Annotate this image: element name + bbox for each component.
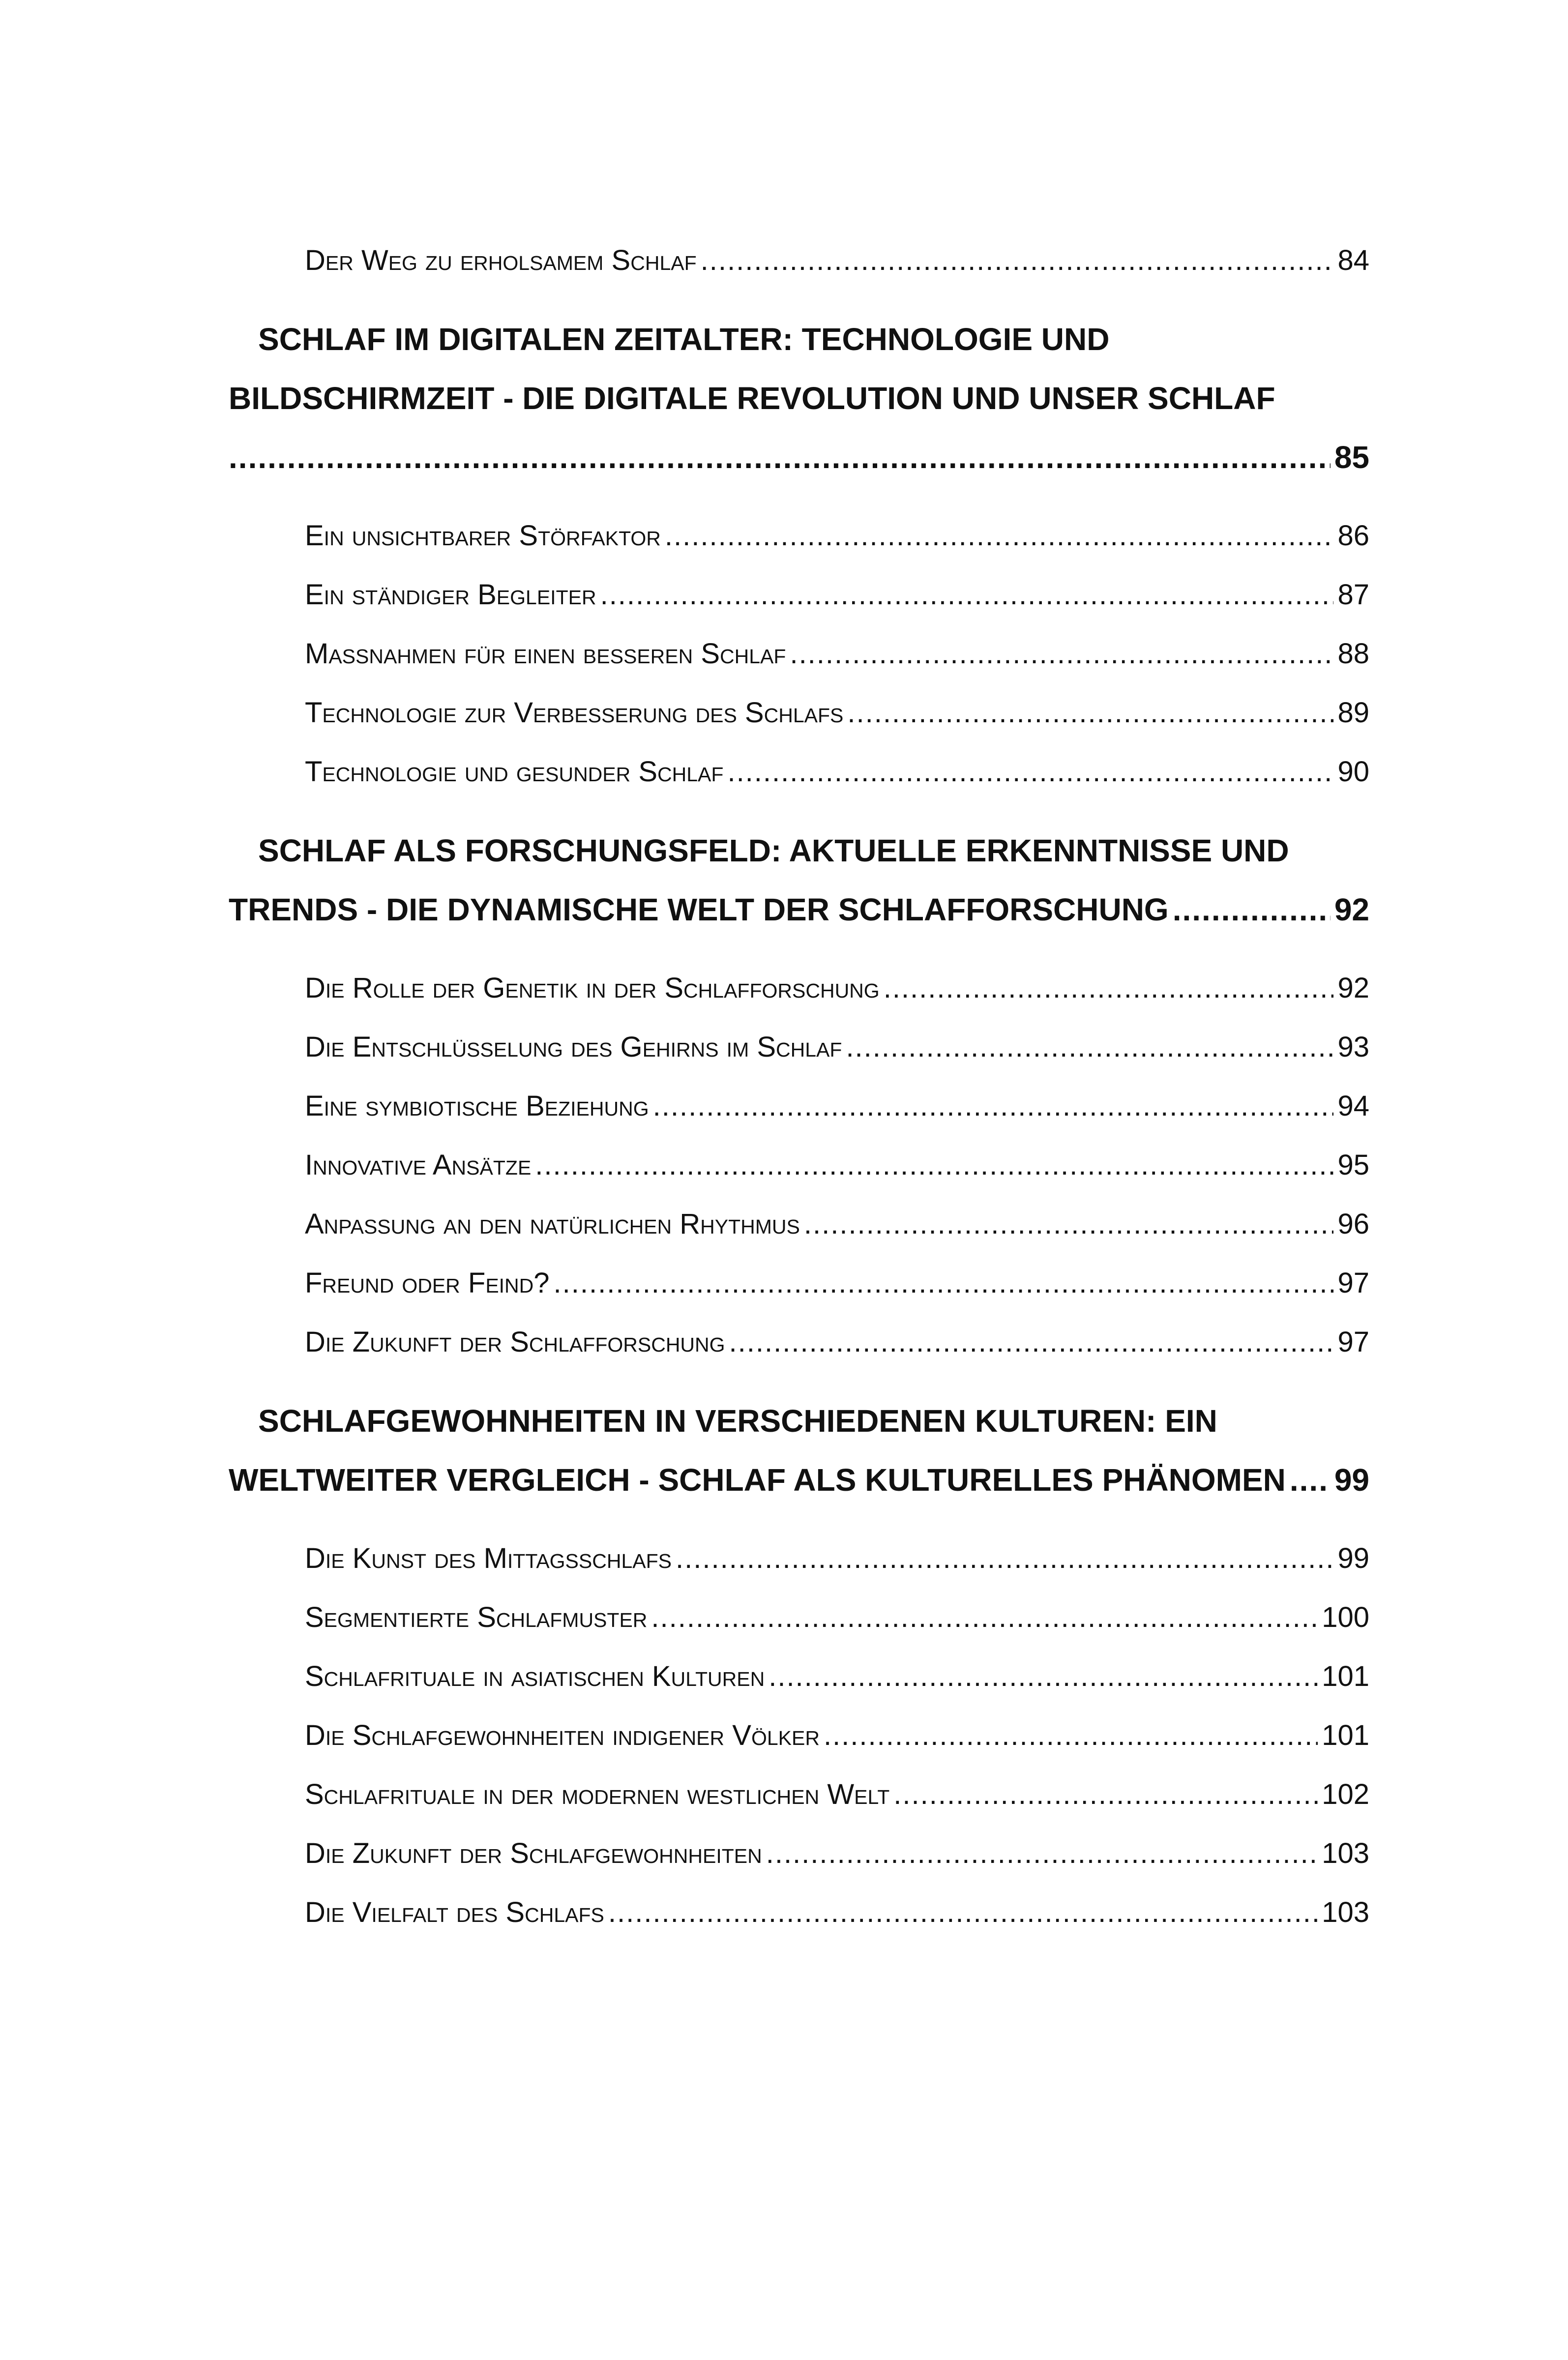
toc-entry[interactable]: [229, 959, 1369, 1018]
toc-entry[interactable]: [229, 1588, 1369, 1647]
dot-leader: [729, 1313, 1334, 1372]
chapter-title-line: BILDSCHIRMZEIT - DIE DIGITALE REVOLUTION UND UNSER SCHLAF: [229, 381, 1275, 416]
chapter-title-line: SCHLAF IM DIGITALEN ZEITALTER: TECHNOLOGIE UND: [258, 322, 1110, 357]
toc-entry-page: 97: [1337, 1267, 1369, 1299]
toc-entry-title: Maßnahmen für einen besseren Schlaf: [305, 638, 786, 670]
toc-entry[interactable]: [229, 1647, 1369, 1706]
toc-entry[interactable]: [229, 1765, 1369, 1824]
chapter-page: 92: [1334, 892, 1369, 927]
toc-entry-page: 89: [1337, 697, 1369, 729]
toc-entry-page: 96: [1337, 1208, 1369, 1240]
toc-entry[interactable]: [229, 1706, 1369, 1765]
dot-leader: [651, 1588, 1318, 1647]
toc-chapter-heading[interactable]: [229, 1391, 1369, 1509]
toc-entry-page: 99: [1337, 1542, 1369, 1574]
toc-entry-title: Die Kunst des Mittagsschlafs: [305, 1542, 672, 1574]
toc-entry-title: Ein unsichtbarer Störfaktor: [305, 520, 661, 552]
toc-entry-title: Die Zukunft der Schlafforschung: [305, 1326, 725, 1358]
toc-entry-page: 101: [1322, 1719, 1369, 1751]
toc-entry-title: Eine symbiotische Beziehung: [305, 1090, 649, 1122]
dot-leader: [701, 231, 1334, 290]
toc-entry[interactable]: [229, 231, 1369, 290]
dot-leader: [554, 1254, 1334, 1313]
toc-entry-page: 97: [1337, 1326, 1369, 1358]
dot-leader: [804, 1195, 1334, 1254]
dot-leader: [229, 428, 1331, 487]
toc-entry-page: 90: [1337, 756, 1369, 788]
toc-entry[interactable]: [229, 742, 1369, 801]
toc-entry[interactable]: [229, 565, 1369, 624]
toc-entry-title: Die Entschlüsselung des Gehirns im Schlaf: [305, 1031, 842, 1063]
chapter-title-line: SCHLAFGEWOHNHEITEN IN VERSCHIEDENEN KULTUREN: EIN: [258, 1403, 1217, 1439]
toc-entry[interactable]: [229, 1254, 1369, 1313]
toc-entry[interactable]: [229, 1136, 1369, 1195]
toc-entry-title: Schlafrituale in asiatischen Kulturen: [305, 1660, 765, 1692]
dot-leader: [1290, 1450, 1331, 1509]
dot-leader: [665, 506, 1334, 565]
toc-entry[interactable]: [229, 1077, 1369, 1136]
chapter-title-line: WELTWEITER VERGLEICH - SCHLAF ALS KULTURELLES PHÄNOMEN: [229, 1462, 1286, 1498]
toc-entry-page: 84: [1337, 244, 1369, 276]
chapter-title-line: SCHLAF ALS FORSCHUNGSFELD: AKTUELLE ERKENNTNISSE UND: [258, 833, 1289, 868]
toc-entry-page: 101: [1322, 1660, 1369, 1692]
dot-leader: [824, 1706, 1318, 1765]
toc-entry-page: 100: [1322, 1601, 1369, 1633]
chapter-title-line: TRENDS - DIE DYNAMISCHE WELT DER SCHLAFFORSCHUNG: [229, 892, 1169, 927]
toc-entry-title: Die Rolle der Genetik in der Schlafforschung: [305, 972, 880, 1004]
dot-leader: [1173, 880, 1331, 939]
toc-entry[interactable]: [229, 1018, 1369, 1077]
toc-entry-title: Anpassung an den natürlichen Rhythmus: [305, 1208, 800, 1240]
toc-entry-page: 103: [1322, 1837, 1369, 1869]
dot-leader: [769, 1647, 1318, 1706]
toc-entry-title: Segmentierte Schlafmuster: [305, 1601, 648, 1633]
dot-leader: [846, 1018, 1333, 1077]
toc-entry[interactable]: [229, 506, 1369, 565]
dot-leader: [727, 742, 1333, 801]
dot-leader: [676, 1529, 1333, 1588]
toc-entry[interactable]: [229, 1195, 1369, 1254]
dot-leader: [766, 1824, 1318, 1883]
toc-entry[interactable]: [229, 624, 1369, 683]
dot-leader: [535, 1136, 1333, 1195]
toc-entry-title: Innovative Ansätze: [305, 1149, 532, 1181]
table-of-contents: [229, 231, 1369, 1942]
toc-chapter-heading[interactable]: [229, 310, 1369, 487]
chapter-page: 99: [1334, 1462, 1369, 1498]
toc-entry-page: 92: [1337, 972, 1369, 1004]
toc-entry-title: Ein ständiger Begleiter: [305, 579, 596, 611]
toc-entry-title: Die Zukunft der Schlafgewohnheiten: [305, 1837, 762, 1869]
toc-entry-page: 93: [1337, 1031, 1369, 1063]
toc-entry-page: 87: [1337, 579, 1369, 611]
toc-entry-page: 94: [1337, 1090, 1369, 1122]
toc-entry-page: 95: [1337, 1149, 1369, 1181]
toc-entry[interactable]: [229, 1824, 1369, 1883]
toc-entry[interactable]: [229, 1883, 1369, 1942]
toc-entry-title: Schlafrituale in der modernen westlichen Welt: [305, 1778, 890, 1810]
toc-entry-title: Die Vielfalt des Schlafs: [305, 1896, 604, 1928]
toc-entry-title: Technologie und gesunder Schlaf: [305, 756, 724, 788]
toc-entry[interactable]: [229, 683, 1369, 742]
toc-entry-page: 102: [1322, 1778, 1369, 1810]
toc-entry-title: Die Schlafgewohnheiten indigener Völker: [305, 1719, 820, 1751]
toc-entry-page: 86: [1337, 520, 1369, 552]
toc-entry-title: Der Weg zu erholsamem Schlaf: [305, 244, 697, 276]
dot-leader: [893, 1765, 1318, 1824]
toc-entry-title: Technologie zur Verbesserung des Schlafs: [305, 697, 844, 729]
dot-leader: [600, 565, 1334, 624]
toc-entry[interactable]: [229, 1313, 1369, 1372]
chapter-page: 85: [1334, 440, 1369, 475]
toc-entry-page: 103: [1322, 1896, 1369, 1928]
toc-entry-title: Freund oder Feind?: [305, 1267, 550, 1299]
toc-chapter-heading[interactable]: [229, 821, 1369, 939]
dot-leader: [847, 683, 1333, 742]
toc-entry-page: 88: [1337, 638, 1369, 670]
dot-leader: [608, 1883, 1318, 1942]
dot-leader: [790, 624, 1333, 683]
dot-leader: [653, 1077, 1334, 1136]
dot-leader: [884, 959, 1334, 1018]
toc-entry[interactable]: [229, 1529, 1369, 1588]
